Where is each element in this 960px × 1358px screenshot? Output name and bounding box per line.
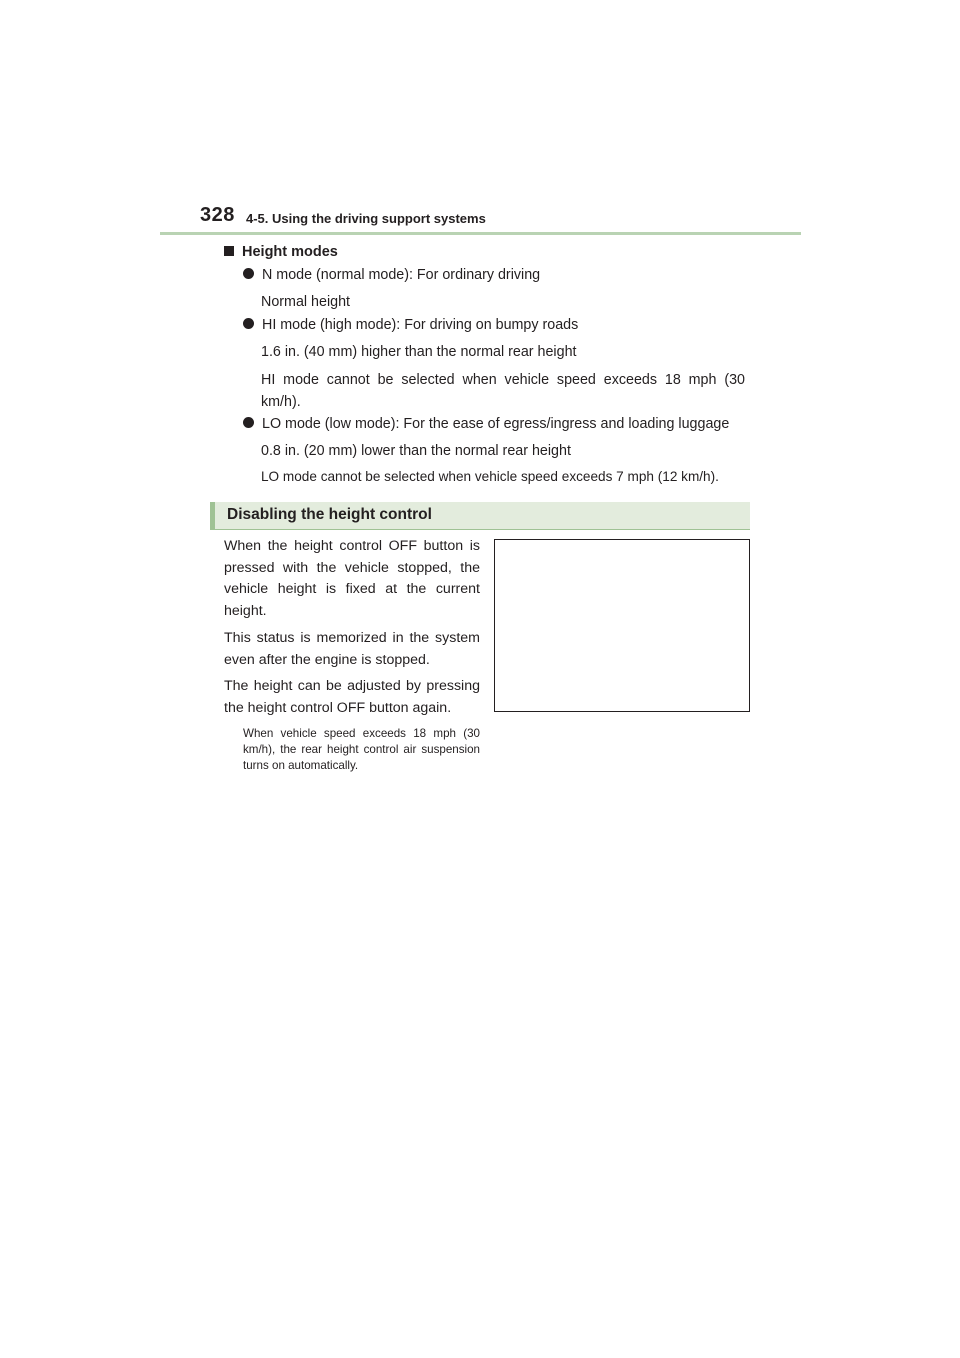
mode-title: HI mode (high mode): For driving on bumpy roads <box>262 317 579 333</box>
mode-detail: 1.6 in. (40 mm) higher than the normal rear height <box>261 344 577 360</box>
mode-detail: LO mode cannot be selected when vehicle speed exceeds 7 mph (12 km/h). <box>261 469 719 484</box>
section-title: 4-5. Using the driving support systems <box>246 211 486 226</box>
height-modes-heading: Height modes <box>224 244 338 260</box>
header-rule <box>160 232 801 235</box>
square-bullet-icon <box>224 246 234 256</box>
mode-item-lo <box>243 416 729 432</box>
illustration-frame <box>494 539 750 712</box>
body-paragraph: When the height control OFF button is pressed with the vehicle stopped, the vehicle height is fixed at the current height. <box>224 538 480 619</box>
bullet-icon <box>243 268 254 279</box>
body-paragraph: The height can be adjusted by pressing the height control OFF button again. <box>224 678 480 716</box>
bullet-icon <box>243 318 254 329</box>
mode-detail: 0.8 in. (20 mm) lower than the normal rear height <box>261 443 571 459</box>
mode-item-hi <box>243 317 578 333</box>
body-paragraph: This status is memorized in the system even after the engine is stopped. <box>224 630 480 668</box>
mode-title: N mode (normal mode): For ordinary driving <box>262 267 541 283</box>
mode-detail: HI mode cannot be selected when vehicle speed exceeds 18 mph (30 km/h). <box>261 372 745 410</box>
subsection-heading: Disabling the height control <box>227 506 432 523</box>
mode-detail: Normal height <box>261 294 350 310</box>
page-number: 328 <box>200 204 235 226</box>
mode-item-n <box>243 267 540 283</box>
subsection-heading-bar <box>210 502 750 530</box>
note-paragraph: When vehicle speed exceeds 18 mph (30 km/h), the rear height control air suspension turns on automatically. <box>243 727 480 772</box>
bullet-icon <box>243 417 254 428</box>
mode-title: LO mode (low mode): For the ease of egress/ingress and loading luggage <box>262 416 730 432</box>
